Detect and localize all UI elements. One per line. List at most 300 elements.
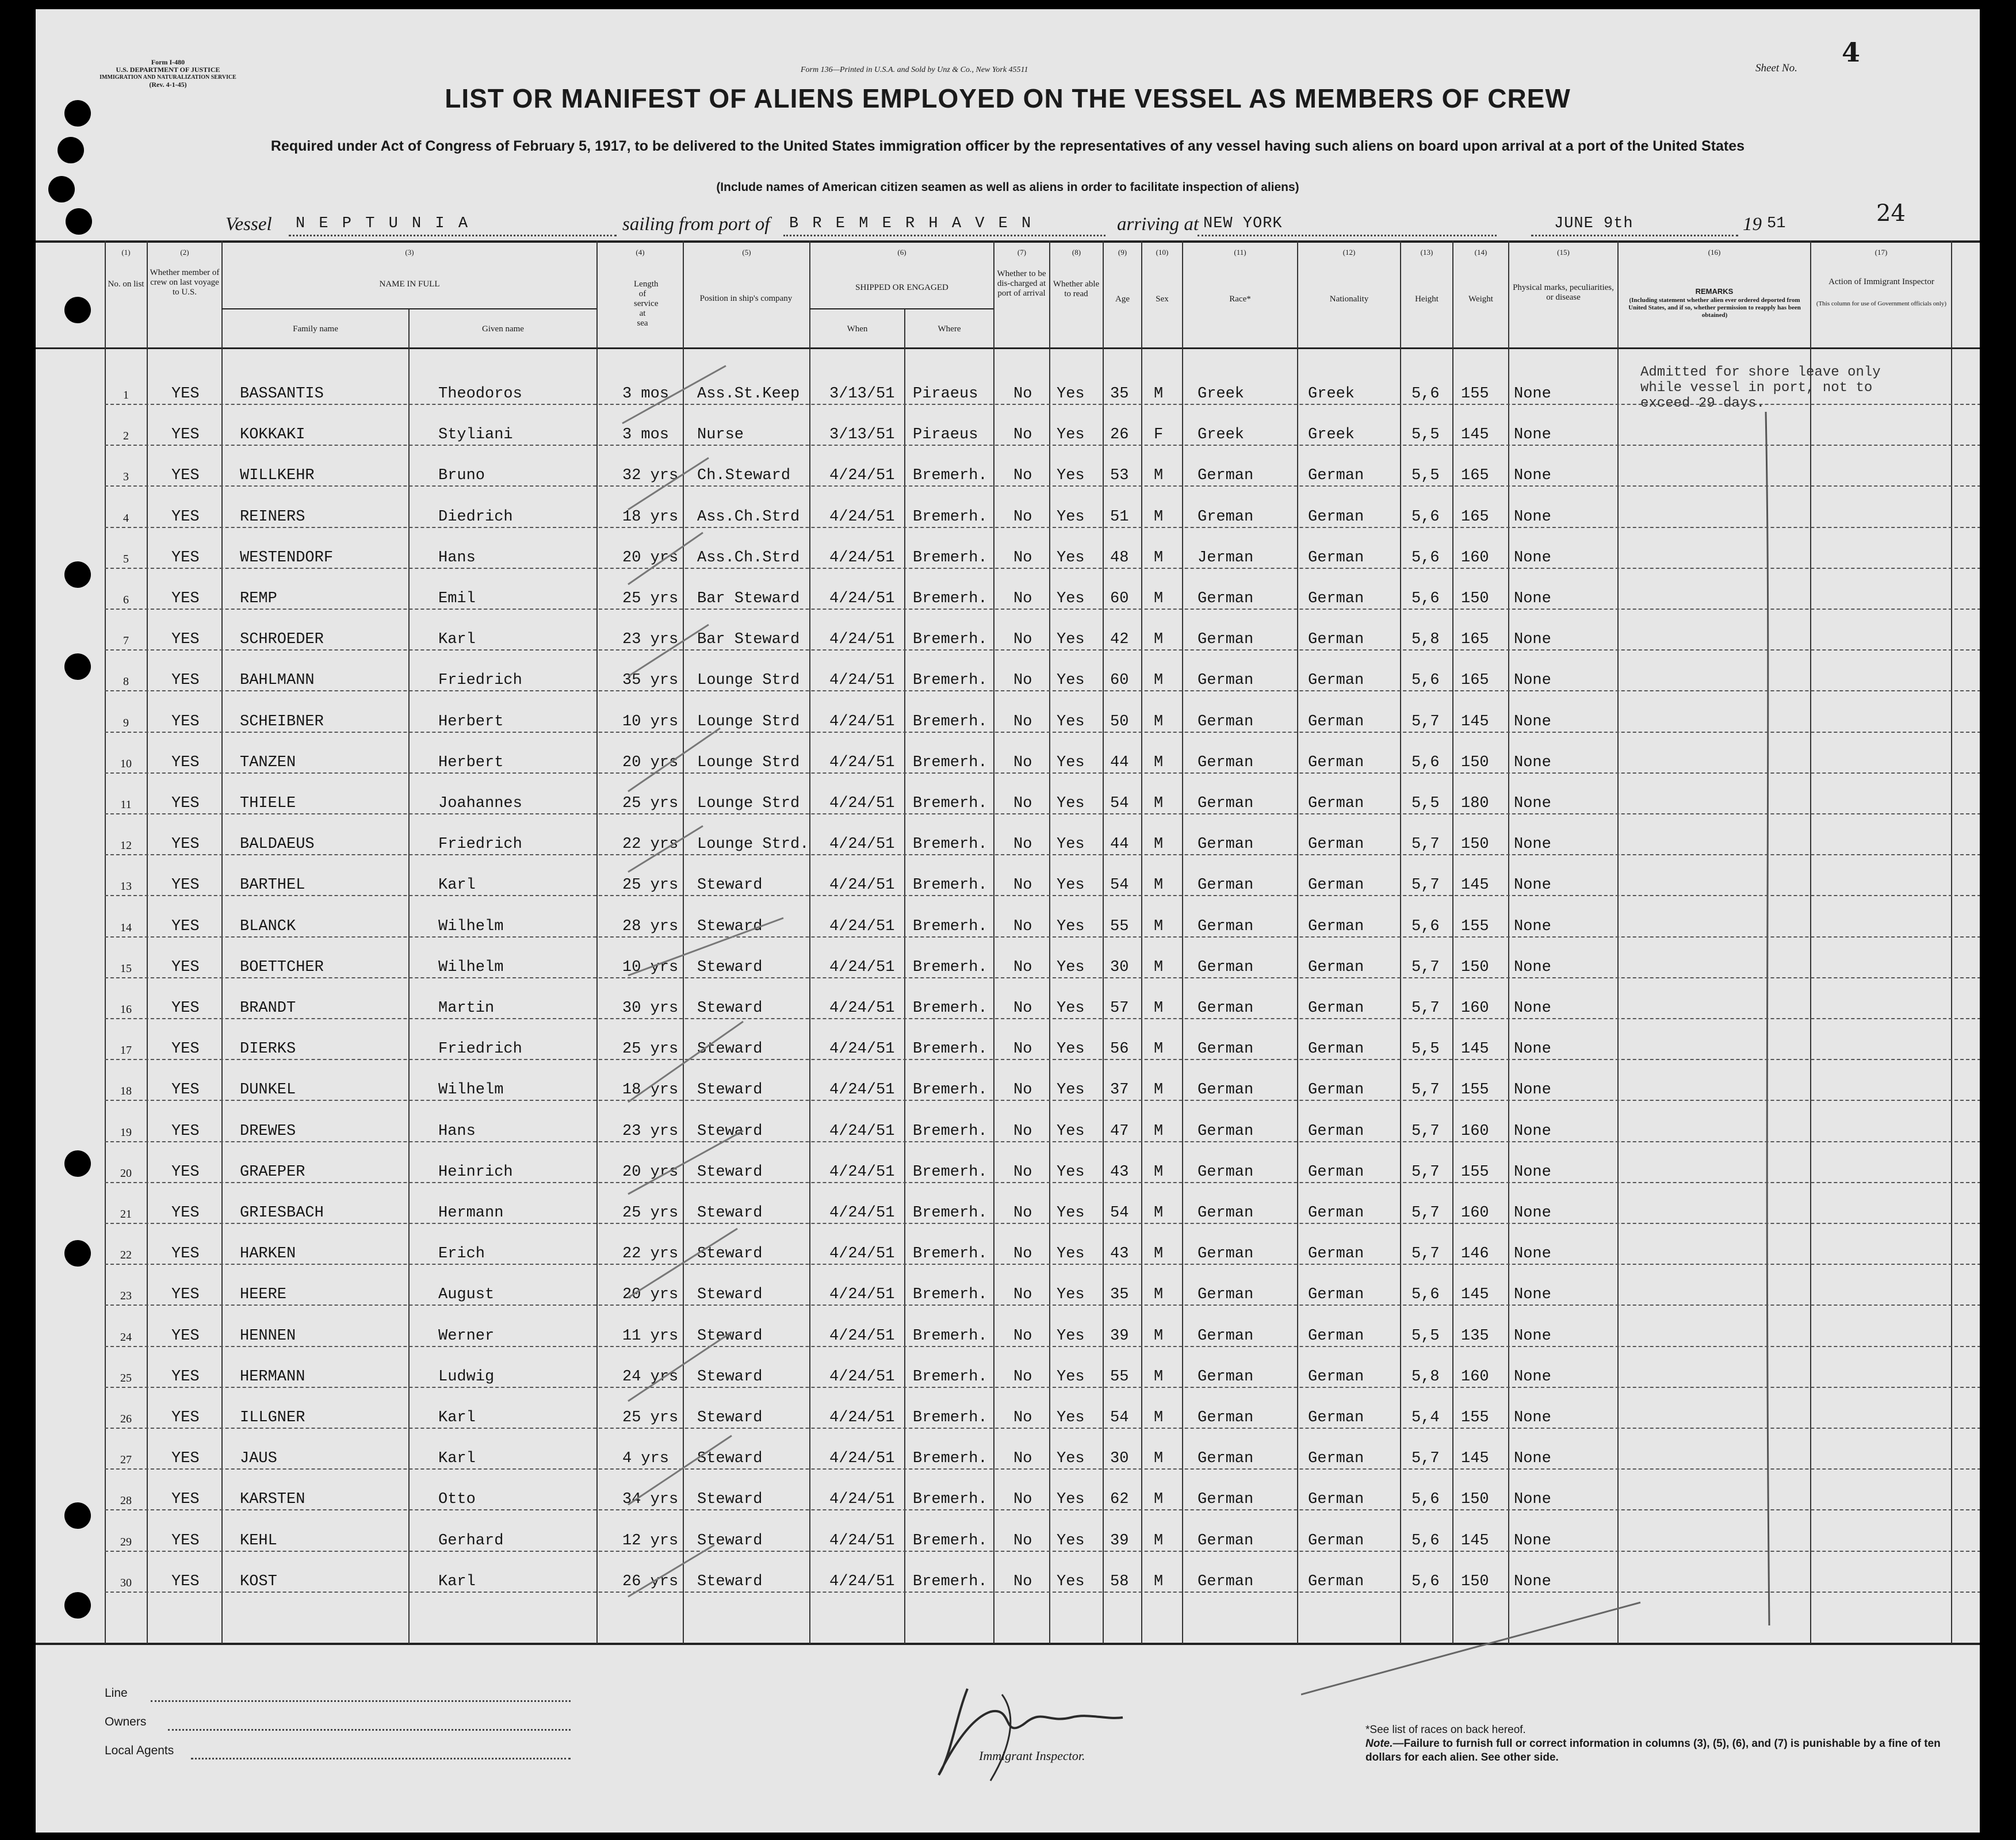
table-row	[36, 903, 1980, 944]
cell-height: 5,7	[1411, 1122, 1440, 1140]
cell-sex: M	[1154, 1204, 1164, 1222]
cell-race: Greek	[1198, 385, 1245, 403]
cell-weight: 145	[1461, 1532, 1489, 1550]
cell-position: Steward	[697, 1286, 763, 1304]
cell-when: 4/24/51	[829, 1081, 895, 1099]
cell-disch: No	[1013, 1327, 1032, 1345]
page-subtitle: Required under Act of Congress of February 5, 1917, to be delivered to the United States immigration officer by the representatives of any vessel having such aliens on board upon arrival at a port of the United States	[270, 138, 1745, 154]
col-14-header: Weight	[1468, 294, 1493, 304]
cell-position: Steward	[697, 1532, 763, 1550]
cell-sex: M	[1154, 467, 1164, 485]
cell-read: Yes	[1057, 1041, 1085, 1058]
handwritten-number: 24	[1876, 200, 1906, 227]
page-title: LIST OR MANIFEST OF ALIENS EMPLOYED ON THE VESSEL AS MEMBERS OF CREW	[445, 83, 1571, 113]
cell-height: 5,7	[1411, 836, 1440, 854]
cell-service: 22 yrs	[622, 836, 679, 854]
cell-height: 5,6	[1411, 1286, 1440, 1304]
cell-service: 25 yrs	[622, 1409, 679, 1426]
sheet-number-value: 4	[1842, 37, 1861, 68]
cell-sex: M	[1154, 1041, 1164, 1058]
cell-when: 4/24/51	[829, 958, 895, 976]
cell-age: 53	[1110, 467, 1129, 485]
cell-family: REINERS	[240, 508, 305, 526]
cell-family: SCHEIBNER	[240, 713, 324, 730]
row-dashed-line	[105, 690, 1980, 691]
cell-given: Wilhelm	[438, 1081, 504, 1099]
cell-nat: German	[1308, 467, 1364, 485]
row-dashed-line	[105, 1592, 1980, 1593]
cell-family: JAUS	[240, 1450, 277, 1468]
diagonal-stroke	[1301, 1597, 1646, 1700]
cell-read: Yes	[1057, 1368, 1085, 1386]
row-dashed-line	[105, 1141, 1980, 1142]
cell-crew: YES	[171, 877, 200, 894]
cell-disch: No	[1013, 1532, 1032, 1550]
cell-given: Erich	[438, 1245, 485, 1263]
cell-position: Steward	[697, 917, 763, 935]
col-8-header: Whether able to read	[1053, 280, 1100, 299]
cell-service: 25 yrs	[622, 877, 679, 894]
cell-service: 22 yrs	[622, 1245, 679, 1263]
cell-where: Bremerh.	[913, 631, 988, 649]
cell-read: Yes	[1057, 1081, 1085, 1099]
cell-crew: YES	[171, 1532, 200, 1550]
cell-sex: M	[1154, 1163, 1164, 1181]
cell-sex: M	[1154, 1245, 1164, 1263]
cell-family: GRAEPER	[240, 1163, 305, 1181]
col-17-header: Action of Immigrant Inspector	[1828, 277, 1934, 286]
cell-age: 50	[1110, 713, 1129, 730]
table-row	[36, 1189, 1980, 1231]
cell-read: Yes	[1057, 467, 1085, 485]
cell-race: German	[1198, 713, 1254, 730]
row-dashed-line	[105, 1100, 1980, 1101]
cell-weight: 145	[1461, 1450, 1489, 1468]
col-15-header: Physical marks, peculiarities, or disease	[1513, 283, 1614, 302]
cell-crew: YES	[171, 836, 200, 854]
cell-age: 35	[1110, 385, 1129, 403]
cell-no: 13	[120, 880, 132, 893]
cell-weight: 150	[1461, 590, 1489, 607]
cell-age: 56	[1110, 1041, 1129, 1058]
col-14-number: (14)	[1474, 248, 1487, 257]
cell-when: 4/24/51	[829, 1245, 895, 1263]
cell-age: 58	[1110, 1573, 1129, 1590]
cell-service: 18 yrs	[622, 508, 679, 526]
cell-marks: None	[1514, 917, 1551, 935]
cell-disch: No	[1013, 631, 1032, 649]
cell-when: 4/24/51	[829, 1041, 895, 1058]
cell-crew: YES	[171, 1163, 200, 1181]
cell-read: Yes	[1057, 1409, 1085, 1426]
col-7-number: (7)	[1017, 248, 1027, 257]
cell-no: 18	[120, 1085, 132, 1098]
col-17-number: (17)	[1875, 248, 1888, 257]
cell-marks: None	[1514, 1368, 1551, 1386]
cell-where: Bremerh.	[913, 1000, 988, 1017]
col-4-header: Length of service at sea	[634, 280, 659, 328]
cell-height: 5,5	[1411, 795, 1440, 812]
cell-nat: German	[1308, 1041, 1364, 1058]
table-row	[36, 1353, 1980, 1395]
cell-nat: German	[1308, 917, 1364, 935]
col-10-header: Sex	[1156, 294, 1169, 304]
cell-family: HEERE	[240, 1286, 287, 1304]
cell-where: Piraeus	[913, 426, 978, 444]
col-1-number: (1)	[121, 248, 131, 257]
cell-given: Hans	[438, 1122, 476, 1140]
table-row	[36, 616, 1980, 657]
cell-weight: 155	[1461, 917, 1489, 935]
cell-no: 1	[123, 389, 129, 401]
cell-when: 4/24/51	[829, 631, 895, 649]
cell-nat: German	[1308, 590, 1364, 607]
cell-no: 22	[120, 1249, 132, 1262]
cell-when: 4/24/51	[829, 467, 895, 485]
cell-sex: M	[1154, 508, 1164, 526]
row-dashed-line	[105, 1346, 1980, 1347]
row-dashed-line	[105, 445, 1980, 446]
cell-disch: No	[1013, 549, 1032, 567]
cell-where: Bremerh.	[913, 1081, 988, 1099]
cell-weight: 150	[1461, 958, 1489, 976]
cell-where: Bremerh.	[913, 1409, 988, 1426]
cell-no: 17	[120, 1044, 132, 1057]
cell-nat: German	[1308, 1245, 1364, 1263]
cell-age: 48	[1110, 549, 1129, 567]
cell-read: Yes	[1057, 958, 1085, 976]
col-10-number: (10)	[1156, 248, 1169, 257]
cell-service: 25 yrs	[622, 1041, 679, 1058]
cell-marks: None	[1514, 836, 1551, 854]
cell-when: 4/24/51	[829, 1000, 895, 1017]
line-dotted-line	[151, 1700, 571, 1702]
cell-height: 5,6	[1411, 590, 1440, 607]
col-16-header: REMARKS	[1695, 287, 1734, 296]
cell-service: 23 yrs	[622, 1122, 679, 1140]
cell-sex: M	[1154, 877, 1164, 894]
cell-given: Diedrich	[438, 508, 513, 526]
cell-marks: None	[1514, 1122, 1551, 1140]
cell-sex: M	[1154, 1286, 1164, 1304]
cell-no: 30	[120, 1576, 132, 1589]
cell-marks: None	[1514, 1532, 1551, 1550]
cell-where: Bremerh.	[913, 1532, 988, 1550]
cell-race: German	[1198, 1450, 1254, 1468]
col-6-when-subheader: When	[847, 324, 868, 334]
cell-position: Steward	[697, 1122, 763, 1140]
cell-nat: German	[1308, 631, 1364, 649]
cell-sex: M	[1154, 1000, 1164, 1017]
table-row	[36, 739, 1980, 781]
cell-height: 5,5	[1411, 426, 1440, 444]
cell-position: Steward	[697, 1327, 763, 1345]
cell-position: Lounge Strd	[697, 753, 800, 771]
cell-no: 2	[123, 430, 129, 443]
cell-no: 20	[120, 1166, 132, 1180]
row-dashed-line	[105, 1428, 1980, 1429]
cell-where: Bremerh.	[913, 672, 988, 690]
cell-age: 30	[1110, 1450, 1129, 1468]
cell-no: 8	[123, 675, 129, 688]
cell-given: Friedrich	[438, 672, 522, 690]
cell-sex: M	[1154, 1491, 1164, 1509]
table-row	[36, 1230, 1980, 1272]
cell-height: 5,7	[1411, 1163, 1440, 1181]
line-label: Line	[105, 1686, 128, 1700]
note-text: —Failure to furnish full or correct information in columns (3), (5), (6), and (7) is punishable by a fine of ten dollars for each alien. See other side.	[1365, 1738, 1941, 1764]
cell-weight: 150	[1461, 1491, 1489, 1509]
cell-when: 4/24/51	[829, 753, 895, 771]
cell-crew: YES	[171, 795, 200, 812]
cell-crew: YES	[171, 753, 200, 771]
cell-position: Lounge Strd	[697, 672, 800, 690]
cell-read: Yes	[1057, 1245, 1085, 1263]
cell-height: 5,5	[1411, 467, 1440, 485]
cell-crew: YES	[171, 713, 200, 730]
cell-marks: None	[1514, 672, 1551, 690]
cell-marks: None	[1514, 1041, 1551, 1058]
cell-age: 26	[1110, 426, 1129, 444]
cell-family: HARKEN	[240, 1245, 296, 1263]
arriving-value: NEW YORK	[1203, 215, 1283, 232]
cell-family: BRANDT	[240, 1000, 296, 1017]
cell-where: Bremerh.	[913, 1327, 988, 1345]
cell-given: Hans	[438, 549, 476, 567]
cell-disch: No	[1013, 385, 1032, 403]
cell-age: 44	[1110, 753, 1129, 771]
cell-where: Bremerh.	[913, 1491, 988, 1509]
year-value: 51	[1767, 215, 1786, 232]
cell-height: 5,5	[1411, 1327, 1440, 1345]
cell-no: 11	[120, 798, 132, 811]
owners-label: Owners	[105, 1715, 147, 1728]
cell-when: 4/24/51	[829, 1532, 895, 1550]
inspector-signature	[933, 1683, 1140, 1798]
cell-read: Yes	[1057, 1122, 1085, 1140]
cell-sex: M	[1154, 1450, 1164, 1468]
cell-disch: No	[1013, 508, 1032, 526]
cell-age: 57	[1110, 1000, 1129, 1017]
cell-nat: German	[1308, 1450, 1364, 1468]
cell-marks: None	[1514, 1409, 1551, 1426]
cell-disch: No	[1013, 590, 1032, 607]
cell-crew: YES	[171, 1041, 200, 1058]
cell-marks: None	[1514, 1573, 1551, 1590]
cell-sex: M	[1154, 1122, 1164, 1140]
cell-marks: None	[1514, 1000, 1551, 1017]
cell-no: 24	[120, 1330, 132, 1344]
cell-where: Bremerh.	[913, 958, 988, 976]
cell-position: Steward	[697, 1041, 763, 1058]
cell-marks: None	[1514, 1327, 1551, 1345]
cell-nat: German	[1308, 1122, 1364, 1140]
cell-position: Steward	[697, 1245, 763, 1263]
cell-nat: German	[1308, 713, 1364, 730]
cell-age: 55	[1110, 1368, 1129, 1386]
cell-race: German	[1198, 467, 1254, 485]
cell-weight: 145	[1461, 426, 1489, 444]
cell-disch: No	[1013, 1450, 1032, 1468]
cell-race: German	[1198, 958, 1254, 976]
cell-weight: 165	[1461, 508, 1489, 526]
cell-race: German	[1198, 877, 1254, 894]
cell-family: DREWES	[240, 1122, 296, 1140]
cell-service: 10 yrs	[622, 713, 679, 730]
cell-when: 4/24/51	[829, 713, 895, 730]
cell-family: WILLKEHR	[240, 467, 315, 485]
cell-race: German	[1198, 1532, 1254, 1550]
cell-no: 7	[123, 634, 129, 648]
col-7-header: Whether to be dis-charged at port of arrival	[997, 269, 1046, 298]
page-subnote: (Include names of American citizen seamen as well as aliens in order to facilitate inspection of aliens)	[716, 181, 1299, 194]
cell-read: Yes	[1057, 549, 1085, 567]
cell-position: Bar Steward	[697, 590, 800, 607]
cell-weight: 145	[1461, 1041, 1489, 1058]
cell-read: Yes	[1057, 1204, 1085, 1222]
cell-race: German	[1198, 1163, 1254, 1181]
cell-race: German	[1198, 1573, 1254, 1590]
punch-hole	[58, 137, 84, 163]
table-row	[36, 944, 1980, 985]
cell-when: 4/24/51	[829, 1409, 895, 1426]
cell-service: 3 mos	[622, 385, 670, 403]
cell-height: 5,6	[1411, 385, 1440, 403]
col-3-number: (3)	[405, 248, 414, 257]
row-dashed-line	[105, 568, 1980, 569]
cell-disch: No	[1013, 1122, 1032, 1140]
cell-age: 39	[1110, 1532, 1129, 1550]
row-dashed-line	[105, 1551, 1980, 1552]
cell-nat: German	[1308, 508, 1364, 526]
cell-sex: M	[1154, 917, 1164, 935]
cell-where: Bremerh.	[913, 1573, 988, 1590]
vessel-dotted-line	[289, 235, 617, 236]
cell-when: 4/24/51	[829, 1573, 895, 1590]
agents-dotted-line	[191, 1758, 571, 1759]
table-row	[36, 575, 1980, 617]
col-6-header: SHIPPED OR ENGAGED	[855, 283, 948, 292]
cell-weight: 155	[1461, 1163, 1489, 1181]
cell-no: 23	[120, 1290, 132, 1303]
cell-sex: M	[1154, 1368, 1164, 1386]
vessel-value: N E P T U N I A	[296, 215, 470, 232]
cell-sex: F	[1154, 426, 1164, 444]
cell-crew: YES	[171, 1081, 200, 1099]
cell-weight: 150	[1461, 1573, 1489, 1590]
cell-given: August	[438, 1286, 495, 1304]
cell-nat: German	[1308, 1327, 1364, 1345]
cell-marks: None	[1514, 795, 1551, 812]
cell-age: 44	[1110, 836, 1129, 854]
cell-race: German	[1198, 795, 1254, 812]
cell-sex: M	[1154, 958, 1164, 976]
row-dashed-line	[105, 977, 1980, 978]
cell-where: Piraeus	[913, 385, 978, 403]
col-3-given-subheader: Given name	[482, 324, 524, 334]
table-row	[36, 1066, 1980, 1108]
table-row	[36, 1394, 1980, 1436]
cell-where: Bremerh.	[913, 795, 988, 812]
cell-age: 60	[1110, 672, 1129, 690]
cell-given: Karl	[438, 1450, 476, 1468]
cell-height: 5,6	[1411, 672, 1440, 690]
cell-crew: YES	[171, 590, 200, 607]
cell-position: Steward	[697, 1409, 763, 1426]
cell-crew: YES	[171, 917, 200, 935]
cell-service: 30 yrs	[622, 1000, 679, 1017]
cell-nat: German	[1308, 1409, 1364, 1426]
cell-given: Joahannes	[438, 795, 522, 812]
races-note: *See list of races on back hereof.	[1365, 1724, 1526, 1736]
cell-no: 26	[120, 1413, 132, 1425]
cell-nat: German	[1308, 1286, 1364, 1304]
cell-weight: 135	[1461, 1327, 1489, 1345]
cell-no: 3	[123, 470, 129, 484]
cell-given: Martin	[438, 1000, 495, 1017]
cell-nat: German	[1308, 877, 1364, 894]
cell-where: Bremerh.	[913, 1286, 988, 1304]
cell-position: Bar Steward	[697, 631, 800, 649]
cell-position: Steward	[697, 1000, 763, 1017]
cell-when: 4/24/51	[829, 1450, 895, 1468]
arriving-dotted-line	[1198, 235, 1497, 236]
cell-position: Lounge Strd	[697, 713, 800, 730]
cell-service: 20 yrs	[622, 1163, 679, 1181]
cell-height: 5,7	[1411, 1000, 1440, 1017]
cell-nat: Greek	[1308, 426, 1355, 444]
cell-marks: None	[1514, 385, 1551, 403]
cell-position: Ass.Ch.Strd	[697, 508, 800, 526]
punch-hole	[64, 297, 91, 323]
cell-no: 12	[120, 839, 132, 852]
cell-position: Lounge Strd.	[697, 836, 809, 854]
cell-when: 4/24/51	[829, 508, 895, 526]
cell-age: 55	[1110, 917, 1129, 935]
cell-weight: 160	[1461, 1000, 1489, 1017]
table-bottom-rule	[36, 1643, 1980, 1645]
cell-height: 5,4	[1411, 1409, 1440, 1426]
cell-sex: M	[1154, 385, 1164, 403]
cell-marks: None	[1514, 877, 1551, 894]
cell-when: 4/24/51	[829, 1368, 895, 1386]
cell-age: 51	[1110, 508, 1129, 526]
cell-read: Yes	[1057, 713, 1085, 730]
cell-sex: M	[1154, 549, 1164, 567]
table-row	[36, 534, 1980, 576]
cell-marks: None	[1514, 1450, 1551, 1468]
col-3-family-subheader: Family name	[293, 324, 338, 334]
cell-marks: None	[1514, 426, 1551, 444]
cell-weight: 145	[1461, 877, 1489, 894]
row-dashed-line	[105, 1182, 1980, 1183]
cell-read: Yes	[1057, 631, 1085, 649]
cell-height: 5,6	[1411, 917, 1440, 935]
table-top-rule	[36, 240, 1980, 243]
cell-family: GRIESBACH	[240, 1204, 324, 1222]
cell-height: 5,6	[1411, 1532, 1440, 1550]
cell-position: Steward	[697, 1491, 763, 1509]
cell-disch: No	[1013, 1041, 1032, 1058]
cell-crew: YES	[171, 1204, 200, 1222]
cell-marks: None	[1514, 631, 1551, 649]
cell-marks: None	[1514, 753, 1551, 771]
table-row	[36, 1476, 1980, 1517]
cell-read: Yes	[1057, 1573, 1085, 1590]
cell-no: 21	[120, 1208, 132, 1221]
cell-family: KEHL	[240, 1532, 277, 1550]
cell-age: 39	[1110, 1327, 1129, 1345]
